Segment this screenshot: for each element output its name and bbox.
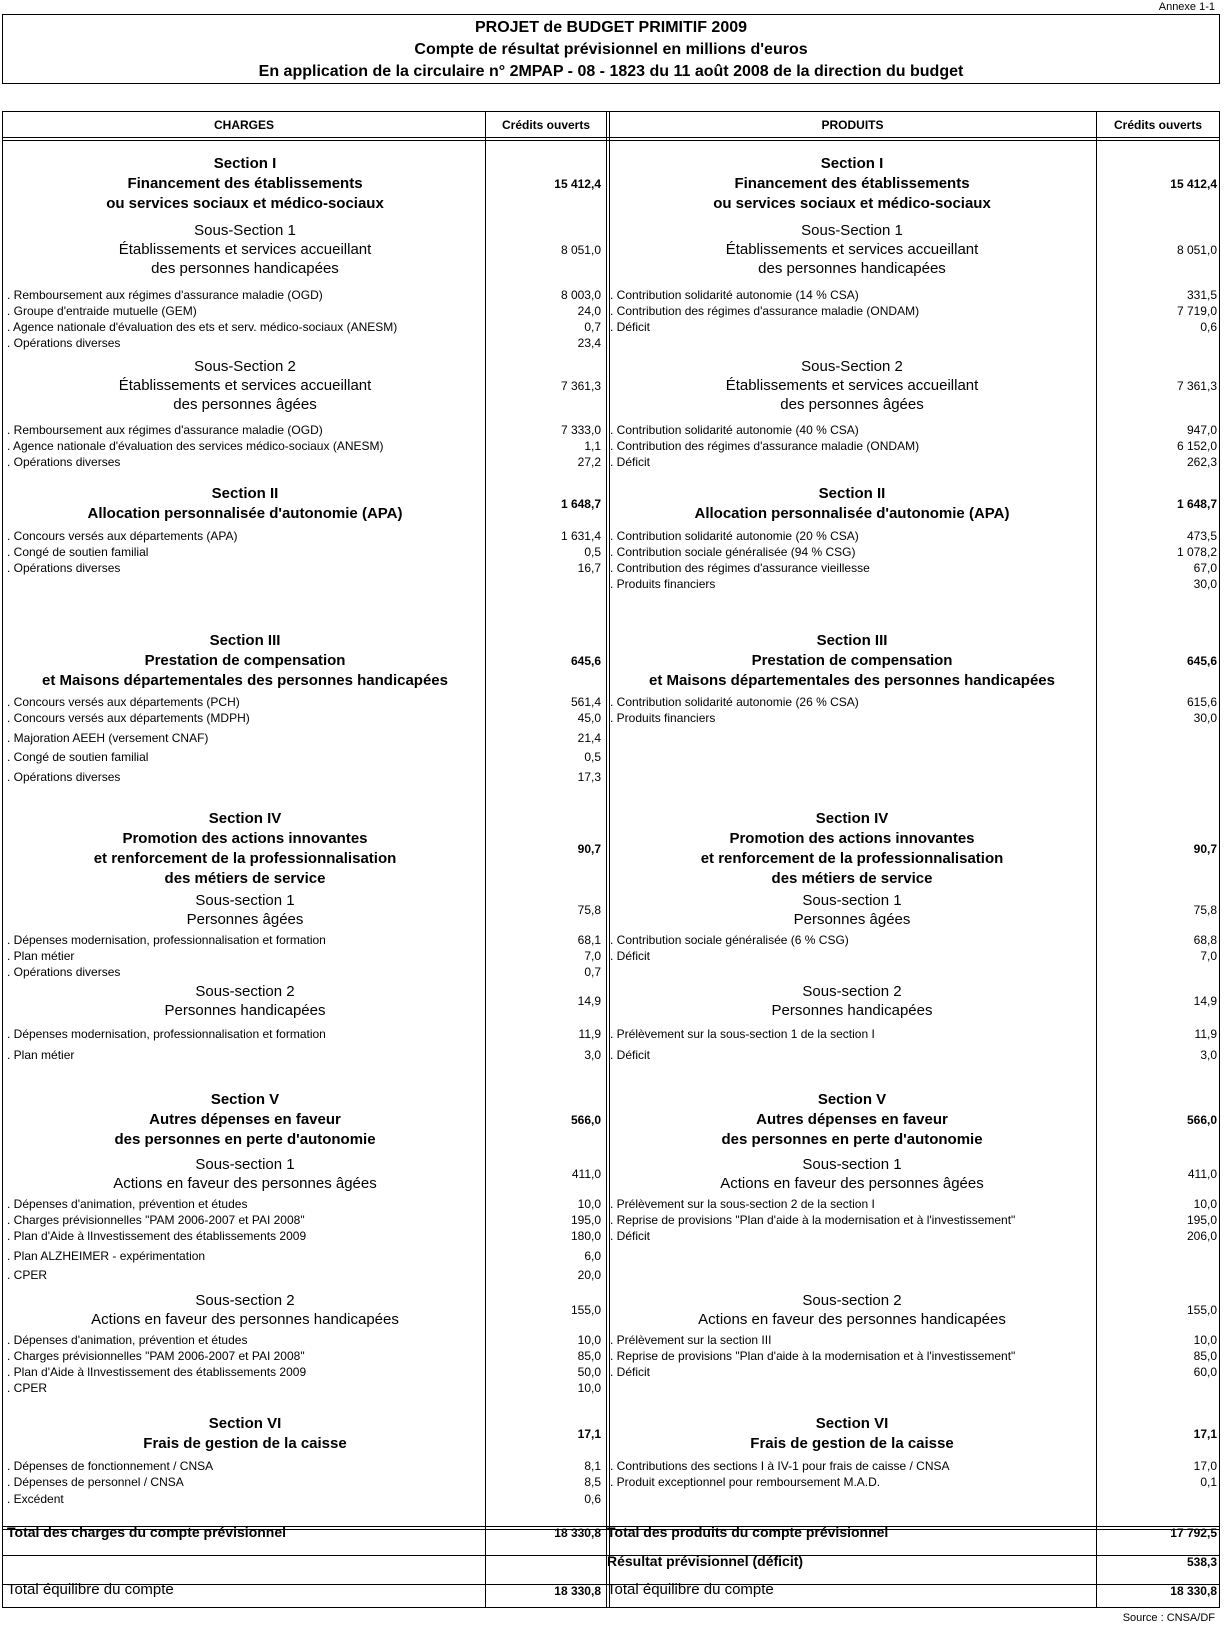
subsection-title-line: Établissements et services accueillant [118,377,372,394]
charge-line-amount: 10,0 [577,1197,601,1211]
section-title-line: Autres dépenses en faveur [149,1111,341,1128]
charge-line-label: . Congé de soutien familial [7,750,149,764]
produit-line-label: . Prélèvement sur la sous-section 2 de la section I [610,1197,875,1211]
produit-line-amount: 0,1 [1200,1475,1217,1489]
section-amount-right: 17,1 [1193,1427,1217,1441]
produit-line-amount: 6 152,0 [1176,439,1217,453]
subsection-title-line: des personnes âgées [780,396,924,413]
section-title-line: Autres dépenses en faveur [756,1111,948,1128]
subsection-title-line: Établissements et services accueillant [118,241,372,258]
section-title-line: Promotion des actions innovantes [729,830,975,847]
subsection-title-line: Actions en faveur des personnes handicapées [698,1311,1006,1328]
section-amount-right: 15 412,4 [1170,177,1217,191]
section-title-line: des métiers de service [164,870,326,887]
section-amount-left: 566,0 [570,1113,601,1127]
section-amount-right: 1 648,7 [1176,497,1217,511]
source-note: Source : CNSA/DF [1122,1612,1215,1624]
section-amount-left: 1 648,7 [560,497,601,511]
section-title-line: Section II [818,485,886,502]
produit-line-label: . Contribution solidarité autonomie (14 % CSA) [610,288,859,302]
charge-line-label: . Plan métier [7,949,75,963]
subsection-title-line: Actions en faveur des personnes handicapées [91,1311,399,1328]
section-title-line: des personnes en perte d'autonomie [114,1131,376,1148]
title-line-2: Compte de résultat prévisionnel en millions d'euros [414,41,808,58]
subsection-title-line: Sous-section 2 [195,1292,295,1309]
charge-line-label: . Congé de soutien familial [7,545,149,559]
section-title-line: et renforcement de la professionnalisation [93,850,397,867]
section-amount-right: 75,8 [1193,903,1217,917]
produit-line-label: . Contribution sociale généralisée (94 % CSG) [610,545,856,559]
column-divider [1096,112,1097,1607]
produit-line-amount: 1 078,2 [1176,545,1217,559]
produit-line-label: . Produits financiers [610,577,716,591]
charge-line-label: . Opérations diverses [7,336,121,350]
charge-line-amount: 1 631,4 [560,529,601,543]
charge-line-label: . Majoration AEEH (versement CNAF) [7,731,209,745]
section-title-line: Financement des établissements [734,175,970,192]
total-amount-right: 18 330,8 [1170,1584,1217,1598]
produit-line-amount: 473,5 [1186,529,1217,543]
charge-line-amount: 1,1 [584,439,601,453]
produit-line-amount: 3,0 [1200,1048,1217,1062]
produit-line-label: . Déficit [610,455,651,469]
produit-line-label: . Produits financiers [610,711,716,725]
charge-line-amount: 68,1 [577,933,601,947]
section-title-line: Allocation personnalisée d'autonomie (APA) [694,505,1010,522]
produit-line-amount: 206,0 [1186,1229,1217,1243]
charge-line-amount: 0,7 [584,965,601,979]
title-line-1: PROJET de BUDGET PRIMITIF 2009 [474,19,748,36]
total-label-right: Total équilibre du compte [607,1581,774,1598]
charge-line-amount: 17,3 [577,770,601,784]
charge-line-label: . Charges prévisionnelles "PAM 2006-2007 et PAI 2008" [7,1349,305,1363]
subsection-title-line: Sous-section 1 [195,892,295,909]
produit-line-label: . Déficit [610,320,651,334]
charge-line-amount: 0,5 [584,750,601,764]
section-title-line: Section I [820,155,884,172]
subsection-title-line: Actions en faveur des personnes âgées [113,1175,377,1192]
charge-line-label: . Dépenses d'animation, prévention et études [7,1197,248,1211]
section-title-line: des métiers de service [771,870,933,887]
produit-line-amount: 67,0 [1193,561,1217,575]
charge-line-label: . Agence nationale d'évaluation des services médico-sociaux (ANESM) [7,439,384,453]
section-amount-left: 14,9 [577,994,601,1008]
produit-line-amount: 17,0 [1193,1459,1217,1473]
produit-line-label: . Contribution des régimes d'assurance maladie (ONDAM) [610,304,920,318]
section-amount-left: 17,1 [577,1427,601,1441]
charge-line-label: . Opérations diverses [7,965,121,979]
section-title-line: Promotion des actions innovantes [122,830,368,847]
charge-line-label: . Remboursement aux régimes d'assurance maladie (OGD) [7,288,323,302]
subsection-title-line: Sous-Section 2 [801,358,903,375]
document-title [2,14,1220,84]
section-title-line: Allocation personnalisée d'autonomie (APA) [87,505,403,522]
section-amount-left: 15 412,4 [554,177,601,191]
produit-line-amount: 615,6 [1186,695,1217,709]
total-label-right: Total des produits du compte prévisionnel [607,1524,889,1540]
charge-line-amount: 10,0 [577,1333,601,1347]
section-amount-left: 411,0 [571,1167,601,1181]
section-amount-left: 155,0 [570,1303,601,1317]
charge-line-amount: 24,0 [577,304,601,318]
subsection-title-line: Sous-Section 1 [194,222,296,239]
section-title-line: Frais de gestion de la caisse [143,1435,347,1452]
section-title-line: Section VI [208,1415,282,1432]
section-amount-right: 8 051,0 [1176,243,1217,257]
section-amount-right: 566,0 [1186,1113,1217,1127]
charge-line-label: . Opérations diverses [7,561,121,575]
produit-line-label: . Contribution solidarité autonomie (40 % CSA) [610,423,859,437]
section-title-line: Prestation de compensation [751,652,953,669]
charge-line-label: . Concours versés aux départements (PCH) [7,695,240,709]
section-amount-right: 155,0 [1186,1303,1217,1317]
subsection-title-line: Établissements et services accueillant [725,241,979,258]
section-title-line: Section III [816,632,888,649]
charge-line-amount: 11,9 [578,1027,601,1041]
charge-line-label: . Opérations diverses [7,455,121,469]
subsection-title-line: Sous-Section 1 [801,222,903,239]
section-title-line: Section I [213,155,277,172]
charge-line-amount: 195,0 [570,1213,601,1227]
charge-line-amount: 561,4 [570,695,601,709]
section-amount-left: 645,6 [570,654,601,668]
section-title-line: Section II [211,485,279,502]
produit-line-amount: 11,9 [1194,1027,1217,1041]
total-amount-left: 18 330,8 [554,1584,601,1598]
charge-line-label: . Agence nationale d'évaluation des ets et serv. médico-sociaux (ANESM) [7,320,398,334]
subsection-title-line: Sous-section 2 [195,983,295,1000]
produit-line-label: . Reprise de provisions "Plan d'aide à la modernisation et à l'investissement" [610,1349,1016,1363]
charge-line-amount: 8,1 [584,1459,601,1473]
section-title-line: Section V [817,1091,887,1108]
charge-line-amount: 180,0 [570,1229,601,1243]
section-title-line: et Maisons départementales des personnes handicapées [649,672,1055,689]
produit-line-label: . Déficit [610,949,651,963]
subsection-title-line: Personnes âgées [793,911,911,928]
charge-line-amount: 45,0 [577,711,601,725]
charge-line-label: . Dépenses de fonctionnement / CNSA [7,1459,214,1473]
section-title-line: Financement des établissements [127,175,363,192]
produit-line-label: . Déficit [610,1365,651,1379]
charge-line-label: . Concours versés aux départements (MDPH) [7,711,250,725]
produits-header: PRODUITS [821,118,884,132]
section-amount-right: 645,6 [1186,654,1217,668]
produit-line-label: . Contribution solidarité autonomie (26 % CSA) [610,695,859,709]
subsection-title-line: Personnes handicapées [164,1002,326,1019]
charge-line-amount: 6,0 [584,1249,601,1263]
subsection-title-line: Sous-section 1 [802,1156,902,1173]
section-amount-left: 75,8 [577,903,601,917]
charge-line-label: . Dépenses d'animation, prévention et études [7,1333,248,1347]
total-amount-right: 17 792,5 [1170,1526,1217,1540]
produit-line-label: . Prélèvement sur la section III [610,1333,772,1347]
subsection-title-line: des personnes handicapées [758,260,946,277]
charge-line-amount: 20,0 [577,1268,601,1282]
charge-line-amount: 85,0 [577,1349,601,1363]
produit-line-label: . Contributions des sections I à IV-1 pour frais de caisse / CNSA [610,1459,950,1473]
charge-line-label: . Groupe d'entraide mutuelle (GEM) [7,304,197,318]
produit-line-label: . Contribution des régimes d'assurance maladie (ONDAM) [610,439,920,453]
section-title-line: Prestation de compensation [144,652,346,669]
charge-line-label: . Excédent [7,1492,64,1506]
charges-header: CHARGES [213,118,274,132]
section-title-line: Section V [210,1091,280,1108]
charge-line-amount: 10,0 [577,1381,601,1395]
produit-line-amount: 947,0 [1186,423,1217,437]
section-title-line: Frais de gestion de la caisse [750,1435,954,1452]
charge-line-label: . Dépenses modernisation, professionnalisation et formation [7,933,326,947]
section-amount-left: 7 361,3 [560,379,601,393]
section-title-line: ou services sociaux et médico-sociaux [713,195,991,212]
charge-line-amount: 0,5 [584,545,601,559]
charge-line-label: . Plan métier [7,1048,75,1062]
produit-line-amount: 60,0 [1193,1365,1217,1379]
produit-line-amount: 195,0 [1186,1213,1217,1227]
annex-label: Annexe 1-1 [1158,1,1215,13]
title-line-3: En application de la circulaire n° 2MPAP - 08 - 1823 du 11 août 2008 de la direction du budget [258,63,964,80]
section-title-line: et Maisons départementales des personnes handicapées [42,672,448,689]
produit-line-label: . Déficit [610,1229,651,1243]
produit-line-amount: 85,0 [1193,1349,1217,1363]
section-title-line: Section VI [815,1415,889,1432]
subsection-title-line: Sous-section 2 [802,1292,902,1309]
section-amount-right: 7 361,3 [1176,379,1217,393]
produit-line-label: . Contribution sociale généralisée (6 % CSG) [610,933,849,947]
produit-line-amount: 7,0 [1200,949,1217,963]
produit-line-amount: 10,0 [1193,1197,1217,1211]
column-divider [485,112,486,1607]
charge-line-amount: 7 333,0 [560,423,601,437]
section-title-line: des personnes en perte d'autonomie [721,1131,983,1148]
subsection-title-line: Personnes handicapées [771,1002,933,1019]
subsection-title-line: des personnes handicapées [151,260,339,277]
produit-line-amount: 30,0 [1193,577,1217,591]
subsection-title-line: Sous-Section 2 [194,358,296,375]
section-amount-right: 14,9 [1193,994,1217,1008]
section-title-line: et renforcement de la professionnalisation [700,850,1004,867]
charge-line-label: . Remboursement aux régimes d'assurance maladie (OGD) [7,423,323,437]
charge-line-amount: 8,5 [584,1475,601,1489]
subsection-title-line: des personnes âgées [173,396,317,413]
section-title-line: ou services sociaux et médico-sociaux [106,195,384,212]
subsection-title-line: Sous-section 2 [802,983,902,1000]
produit-line-label: . Contribution solidarité autonomie (20 % CSA) [610,529,859,543]
section-title-line: Section IV [208,810,282,827]
charge-line-amount: 50,0 [577,1365,601,1379]
charge-line-amount: 23,4 [577,336,601,350]
produit-line-label: . Contribution des régimes d'assurance vieillesse [610,561,870,575]
charge-line-label: . CPER [7,1268,48,1282]
credits-header-right: Crédits ouverts [1113,118,1203,132]
total-label-right: Résultat prévisionnel (déficit) [607,1553,804,1569]
produit-line-amount: 10,0 [1193,1333,1217,1347]
charge-line-amount: 27,2 [577,455,601,469]
charge-line-amount: 0,6 [584,1492,601,1506]
charge-line-label: . Dépenses de personnel / CNSA [7,1475,184,1489]
total-label-left: Total des charges du compte prévisionnel [7,1524,287,1540]
charge-line-amount: 21,4 [577,731,601,745]
charge-line-label: . CPER [7,1381,48,1395]
charge-line-label: . Plan d'Aide à lInvestissement des établissements 2009 [7,1365,307,1379]
section-amount-left: 90,7 [577,842,601,856]
subsection-title-line: Actions en faveur des personnes âgées [720,1175,984,1192]
total-amount-left: 18 330,8 [554,1526,601,1540]
section-amount-right: 411,0 [1187,1167,1217,1181]
produit-line-amount: 331,5 [1186,288,1217,302]
section-title-line: Section IV [815,810,889,827]
budget-table [2,111,1220,1608]
total-label-left: Total équilibre du compte [7,1581,174,1598]
subsection-title-line: Établissements et services accueillant [725,377,979,394]
produit-line-label: . Produit exceptionnel pour remboursement M.A.D. [610,1475,881,1489]
charge-line-amount: 16,7 [577,561,601,575]
subsection-title-line: Personnes âgées [186,911,304,928]
credits-header-left: Crédits ouverts [501,118,591,132]
produit-line-label: . Prélèvement sur la sous-section 1 de la section I [610,1027,875,1041]
produit-line-amount: 68,8 [1193,933,1217,947]
section-title-line: Section III [209,632,281,649]
subsection-title-line: Sous-section 1 [802,892,902,909]
total-amount-right: 538,3 [1186,1555,1217,1569]
subsection-title-line: Sous-section 1 [195,1156,295,1173]
charge-line-amount: 7,0 [584,949,601,963]
charge-line-label: . Charges prévisionnelles "PAM 2006-2007 et PAI 2008" [7,1213,305,1227]
produit-line-amount: 0,6 [1200,320,1217,334]
charge-line-label: . Opérations diverses [7,770,121,784]
produit-line-amount: 7 719,0 [1176,304,1217,318]
section-amount-right: 90,7 [1193,842,1217,856]
charge-line-label: . Dépenses modernisation, professionnalisation et formation [7,1027,326,1041]
produit-line-label: . Reprise de provisions "Plan d'aide à la modernisation et à l'investissement" [610,1213,1016,1227]
charge-line-amount: 3,0 [584,1048,601,1062]
charge-line-label: . Concours versés aux départements (APA) [7,529,238,543]
produit-line-label: . Déficit [610,1048,651,1062]
section-amount-left: 8 051,0 [560,243,601,257]
produit-line-amount: 262,3 [1186,455,1217,469]
charge-line-amount: 8 003,0 [560,288,601,302]
charge-line-amount: 0,7 [584,320,601,334]
produit-line-amount: 30,0 [1193,711,1217,725]
charge-line-label: . Plan d'Aide à lInvestissement des établissements 2009 [7,1229,307,1243]
charge-line-label: . Plan ALZHEIMER - expérimentation [7,1249,206,1263]
